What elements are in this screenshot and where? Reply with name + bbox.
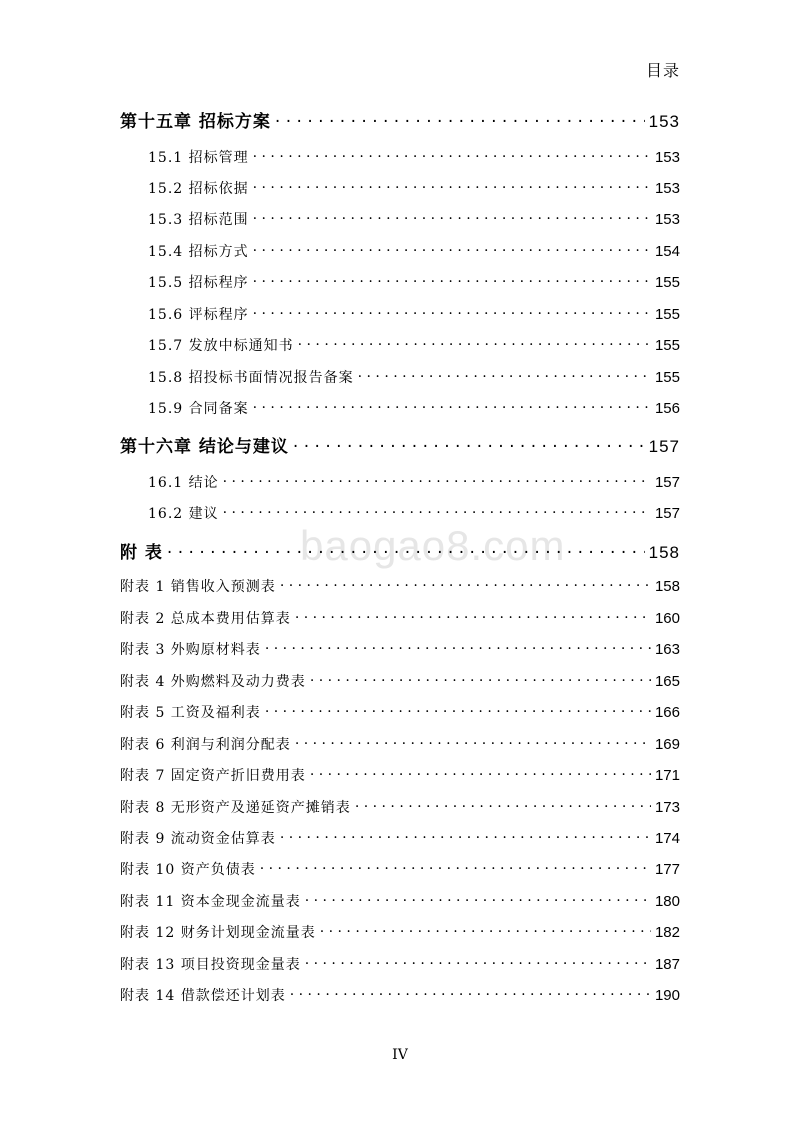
toc-entry-appendix[interactable] <box>120 669 680 691</box>
toc-entry-page-number: 171 <box>654 766 680 784</box>
toc-entry-appendix[interactable] <box>120 857 680 879</box>
toc-entry-label: 附表 12 财务计划现金流量表 <box>120 924 316 941</box>
toc-entry-page-number: 174 <box>654 829 680 847</box>
dot-leader <box>305 889 651 906</box>
toc-entry-page-number: 187 <box>654 955 680 973</box>
toc-entry-label: 16.2 建议 <box>148 505 219 522</box>
dot-leader <box>253 270 651 287</box>
toc-entry-page-number: 155 <box>654 305 680 323</box>
toc-entry-page-number: 155 <box>654 368 680 386</box>
toc-entry-section[interactable] <box>120 396 680 418</box>
toc-entry-chapter[interactable] <box>120 432 680 457</box>
toc-entry-label: 附表 10 资产负债表 <box>120 861 256 878</box>
toc-entry-section[interactable] <box>120 207 680 229</box>
toc-entry-section[interactable] <box>120 239 680 261</box>
dot-leader <box>265 637 651 654</box>
dot-leader <box>310 669 651 686</box>
toc-entry-label: 15.6 评标程序 <box>148 306 249 323</box>
toc-entry-appendix[interactable] <box>120 983 680 1005</box>
running-header: 目录 <box>645 61 680 80</box>
toc-entry-page-number: 169 <box>654 735 680 753</box>
toc-entry-page-number: 163 <box>654 640 680 658</box>
toc-entry-page-number: 157 <box>648 437 680 457</box>
toc-entry-chapter[interactable] <box>120 538 680 563</box>
dot-leader <box>253 207 651 224</box>
toc-entry-page-number: 153 <box>654 148 680 166</box>
dot-leader <box>355 795 651 812</box>
toc-entry-label: 15.1 招标管理 <box>148 149 249 166</box>
toc-entry-section[interactable] <box>120 470 680 492</box>
toc-entry-page-number: 190 <box>654 986 680 1004</box>
toc-entry-section[interactable] <box>120 302 680 324</box>
toc-entry-appendix[interactable] <box>120 732 680 754</box>
toc-entry-label: 附表 8 无形资产及递延资产摊销表 <box>120 799 351 816</box>
toc-entry-appendix[interactable] <box>120 826 680 848</box>
dot-leader <box>320 920 651 937</box>
toc-entry-appendix[interactable] <box>120 952 680 974</box>
dot-leader <box>280 826 651 843</box>
toc-entry-page-number: 173 <box>654 798 680 816</box>
toc-entry-section[interactable] <box>120 270 680 292</box>
toc-entry-section[interactable] <box>120 365 680 387</box>
toc-entry-appendix[interactable] <box>120 637 680 659</box>
dot-leader <box>290 983 651 1000</box>
toc-entry-label: 第十六章 结论与建议 <box>120 437 289 458</box>
toc-entry-section[interactable] <box>120 501 680 523</box>
toc-entry-label: 附表 5 工资及福利表 <box>120 704 261 721</box>
toc-entry-label: 附表 7 固定资产折旧费用表 <box>120 767 306 784</box>
toc-entry-label: 附表 6 利润与利润分配表 <box>120 736 291 753</box>
toc-entry-label: 附表 1 销售收入预测表 <box>120 578 276 595</box>
toc-entry-page-number: 155 <box>654 273 680 291</box>
page-number: IV <box>392 1047 408 1063</box>
dot-leader <box>295 606 651 623</box>
dot-leader <box>253 145 651 162</box>
toc-entry-chapter[interactable] <box>120 107 680 132</box>
toc-entry-page-number: 177 <box>654 860 680 878</box>
toc-entry-label: 附表 9 流动资金估算表 <box>120 830 276 847</box>
dot-leader <box>295 732 651 749</box>
toc-entry-appendix[interactable] <box>120 606 680 628</box>
toc-entry-label: 16.1 结论 <box>148 474 219 491</box>
toc-entry-label: 附表 14 借款偿还计划表 <box>120 987 286 1004</box>
toc-entry-label: 15.8 招投标书面情况报告备案 <box>148 369 354 386</box>
toc-entry-label: 15.2 招标依据 <box>148 180 249 197</box>
toc-entry-page-number: 157 <box>654 473 680 491</box>
toc-entry-page-number: 180 <box>654 892 680 910</box>
toc-entry-page-number: 157 <box>654 504 680 522</box>
toc-entry-page-number: 165 <box>654 672 680 690</box>
dot-leader <box>280 574 651 591</box>
dot-leader <box>223 470 651 487</box>
toc-entry-page-number: 166 <box>654 703 680 721</box>
dot-leader <box>253 176 651 193</box>
dot-leader <box>167 538 645 558</box>
toc-entry-page-number: 153 <box>648 112 680 132</box>
toc-entry-page-number: 160 <box>654 609 680 627</box>
toc-entry-label: 第十五章 招标方案 <box>120 112 271 133</box>
toc-entry-label: 15.3 招标范围 <box>148 211 249 228</box>
dot-leader <box>253 396 651 413</box>
dot-leader <box>293 432 645 452</box>
toc-entry-page-number: 156 <box>654 399 680 417</box>
toc-entry-page-number: 182 <box>654 923 680 941</box>
toc-entry-label: 附表 3 外购原材料表 <box>120 641 261 658</box>
toc-entry-section[interactable] <box>120 176 680 198</box>
dot-leader <box>265 700 651 717</box>
dot-leader <box>310 763 651 780</box>
toc-entry-label: 附表 11 资本金现金流量表 <box>120 893 301 910</box>
watermark: baogao8.com <box>300 522 566 569</box>
toc-entry-label: 15.5 招标程序 <box>148 274 249 291</box>
toc-entry-label: 附表 2 总成本费用估算表 <box>120 610 291 627</box>
toc-entry-appendix[interactable] <box>120 700 680 722</box>
toc-entry-label: 15.7 发放中标通知书 <box>148 337 294 354</box>
dot-leader <box>358 365 651 382</box>
dot-leader <box>253 239 651 256</box>
dot-leader <box>260 857 651 874</box>
toc-entry-page-number: 154 <box>654 242 680 260</box>
toc-entry-label: 附 表 <box>120 543 163 564</box>
toc-entry-page-number: 153 <box>654 179 680 197</box>
toc-entry-page-number: 158 <box>654 577 680 595</box>
toc-entry-label: 15.9 合同备案 <box>148 400 249 417</box>
dot-leader <box>223 501 651 518</box>
dot-leader <box>275 107 645 127</box>
toc-entry-label: 附表 4 外购燃料及动力费表 <box>120 673 306 690</box>
toc-entry-section[interactable] <box>120 145 680 167</box>
toc-entry-appendix[interactable] <box>120 920 680 942</box>
toc-entry-appendix[interactable] <box>120 889 680 911</box>
toc-entry-appendix[interactable] <box>120 763 680 785</box>
toc-entry-page-number: 155 <box>654 336 680 354</box>
toc-entry-label: 15.4 招标方式 <box>148 243 249 260</box>
dot-leader <box>298 333 651 350</box>
toc-entry-page-number: 158 <box>648 543 680 563</box>
dot-leader <box>305 952 651 969</box>
toc-entry-section[interactable] <box>120 333 680 355</box>
toc-entry-page-number: 153 <box>654 210 680 228</box>
toc-entry-appendix[interactable] <box>120 795 680 817</box>
toc-entry-label: 附表 13 项目投资现金量表 <box>120 956 301 973</box>
dot-leader <box>253 302 651 319</box>
toc-entry-appendix[interactable] <box>120 574 680 596</box>
